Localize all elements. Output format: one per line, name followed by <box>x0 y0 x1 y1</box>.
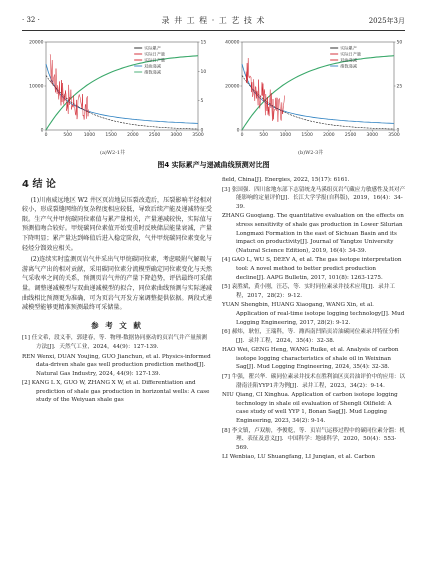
reference-item: [8] 李文镇，卢双舫，李俊乾，等．页岩气运移过程中的碳同位素分馏：机理、表征及意义[J]．中国科学：地球科学，2020，50(4)：553-569． <box>222 427 406 451</box>
page-number: · 32 · <box>22 16 40 24</box>
x-tick-label: 1000 <box>279 133 292 138</box>
legend-label: 双曲递减 <box>144 63 161 69</box>
reference-item: [3] 张国强．四川盆地东部下志留统龙马溪组页岩气藏应力敏感性及其对产能影响的定量评价[J]．长江大学学报(自科版)，2019，16(4)：34-39． <box>222 186 406 210</box>
legend-label: 实际日产量 <box>144 57 166 63</box>
x-tick-label: 3500 <box>388 133 400 138</box>
reference-item: REN Wenxi, DUAN Youjing, GUO Jianchun, et al. Physics-informed data-driven shale gas well production prediction method[J]. Natural Gas Industry, 2024, 44(9): 127-139. <box>22 353 211 377</box>
conclusion-paragraph-2: (2)连续实时监测页岩气井采出气甲烷碳同位素，考虑吸附气解吸与游离气产出的相对贡献，采用碳同位素分流模型确定同位素变化与天然气采收率之间的关系，预测页岩气井的产量下降趋势，评估最终可采储量。调整递减模型与双曲递减模型的拟合，同位素曲线预测与实际递减曲线相比预测更为准确，可为页岩气开发方案调整提供依据。两段式递减模型能够更精准预测最终可采储量。 <box>22 256 212 312</box>
y-left-tick-label: 0 <box>40 128 44 134</box>
reference-item: field, China[J]. Energies, 2022, 15(17): 6161. <box>222 177 350 183</box>
legend-label: 实际累产 <box>144 45 161 51</box>
x-tick-label: 3000 <box>170 133 183 138</box>
legend-label: 指数递减 <box>340 63 357 69</box>
legend-label: 实际日产量 <box>144 51 166 57</box>
reference-item: NIU Qiang, CI Xinghua. Application of carbon isotope logging technology in shale oil evaluation of Shengli Oilfield: A case study of well YYP 1, Bonan Sag[J]. Mud Logging Engineering, 2023, 34(2): 9-14. <box>222 392 398 425</box>
left-column <box>22 176 212 406</box>
y-left-tick-label: 10000 <box>29 84 44 90</box>
journal-title: 录 井 工 程 · 工 艺 技 术 <box>161 16 266 25</box>
reference-item: LI Wenbiao, LU Shuangfang, LI Junqian, et al. Carbon <box>222 454 376 461</box>
x-tick-label: 2000 <box>323 133 335 138</box>
x-tick-label: 3000 <box>366 133 379 138</box>
header-rule <box>22 30 405 31</box>
panel-b-label: (b)W2-3井 <box>298 150 324 156</box>
issue-date: 2025年3月 <box>368 17 405 25</box>
reference-item: [6] 郝炜，耿恒，王瑞科，等．潍西南凹陷页岩油碳同位素录井特征分析[J]．录井工程，2024，35(4)：32-38． <box>222 329 400 344</box>
y-left-tick-label: 40000 <box>225 40 240 46</box>
x-tick-label: 1500 <box>301 133 313 138</box>
x-tick-label: 1500 <box>105 133 117 138</box>
x-tick-label: 2000 <box>127 133 139 138</box>
y-right-tick-label: 25 <box>396 84 403 90</box>
x-tick-label: 2500 <box>344 133 357 138</box>
x-tick-label: 0 <box>44 133 48 138</box>
chart-a-svg <box>22 36 214 146</box>
x-tick-label: 500 <box>259 133 269 138</box>
y-right-tick-label: 5 <box>200 99 204 105</box>
panel-a-label: (a)W2-1井 <box>100 150 126 156</box>
x-tick-label: 3500 <box>192 133 204 138</box>
legend-label: 指数递减 <box>144 69 161 75</box>
y-right-tick-label: 0 <box>200 128 204 134</box>
y-left-tick-label: 0 <box>236 128 240 134</box>
reference-item: ZHANG Guoqiang. The quantitative evaluation on the effects on stress sensitivity of shale gas production in Lower Silurian Longmaxi Formation in the east of Sichuan Basin and its impact on productivity[J]. Journal of Yangtze University (Natural Science Edition), 2019, 16(4): 34-39. <box>222 213 404 254</box>
conclusion-paragraph-1: (1)川南威远地区 W2 井区页岩地层压裂改造后，压裂影响半径相对较小，形成裂缝网络的复杂程度相应较低，导致后续产能及递减特征受限。生产气井甲烷碳同位素值与累产量相关，产量递减较快，实际值与预测值吻合较好。甲烷碳同位素值开始变重时反映储层能量衰减，产量下降明显；累产量达到峰值后进入稳定阶段，气井甲烷碳同位素变化与轻烃分馏效应相关。 <box>22 196 212 252</box>
reference-item: YUAN Shengbin, HUANG Xiaogang, WANG Xin, et al. Application of real-time isotope logging technology[J]. Mud Logging Engineering, 2017, 28(2): 9-12. <box>222 302 405 326</box>
x-tick-label: 2500 <box>148 133 161 138</box>
x-tick-label: 0 <box>240 133 244 138</box>
section-title-conclusions: 4 结 论 <box>22 179 56 190</box>
y-left-tick-label: 20000 <box>225 84 240 90</box>
running-header <box>22 14 405 28</box>
chart-panel-b <box>218 36 410 146</box>
references-title: 参 考 文 献 <box>91 320 143 330</box>
reference-item: [4] GAO L, WU S, DEEV A, et al. The gas isotope interpretation tool: A novel method to better predict production decline[J]. AAPG Bulletin, 2017, 101(8): 1263-1275. <box>222 257 402 281</box>
plot-frame <box>242 42 394 130</box>
figure-caption: 图4 实际累产与递减曲线预测对比图 <box>157 161 270 169</box>
x-tick-label: 500 <box>63 133 73 138</box>
legend-label: 双曲递减 <box>340 57 357 63</box>
legend-label: 实际日产量 <box>340 51 362 57</box>
reference-item: [2] KANG L X, GUO W, ZHANG X W, et al. Differentiation and prediction of shale gas production in horizontal wells: A case study of the Weiyuan shale gas <box>22 380 210 404</box>
reference-item: [1] 任文希，段义菲，郭建春，等．物理-数据协同驱动的页岩气井产量预测方法[J]．天然气工业，2024，44(9)：127-139． <box>22 335 207 350</box>
chart-panel-a <box>22 36 214 146</box>
y-right-tick-label: 10 <box>200 69 207 75</box>
y-left-tick-label: 20000 <box>29 40 44 46</box>
y-right-tick-label: 15 <box>200 40 207 46</box>
series-daily-production <box>246 58 285 122</box>
reference-item: [5] 袁胜斌，黄小刚，汪芯，等．实时同位素录井技术应用[J]．录井工程，2017，28(2)：9-12． <box>222 284 395 299</box>
series-daily-production <box>50 54 89 119</box>
y-right-tick-label: 0 <box>396 128 400 134</box>
chart-b-svg <box>218 36 410 146</box>
legend-label: 实际累产 <box>340 45 357 51</box>
y-right-tick-label: 50 <box>396 40 403 46</box>
reference-item: [7] 牛强，瞿兴华．碳同位素录井技术在胜利油区页岩油评价中的应用：以渤南洼陷YYP1井为例[J]．录井工程，2023，34(2)：9-14． <box>222 374 406 389</box>
x-tick-label: 1000 <box>83 133 96 138</box>
right-column <box>222 176 406 463</box>
reference-item: HAO Wei, GENG Heng, WANG Ruike, et al. Analysis of carbon isotope logging characteristics of shale oil in Weixinan Sag[J]. Mud Logging Engineering, 2024, 35(4): 32-38. <box>222 347 399 371</box>
